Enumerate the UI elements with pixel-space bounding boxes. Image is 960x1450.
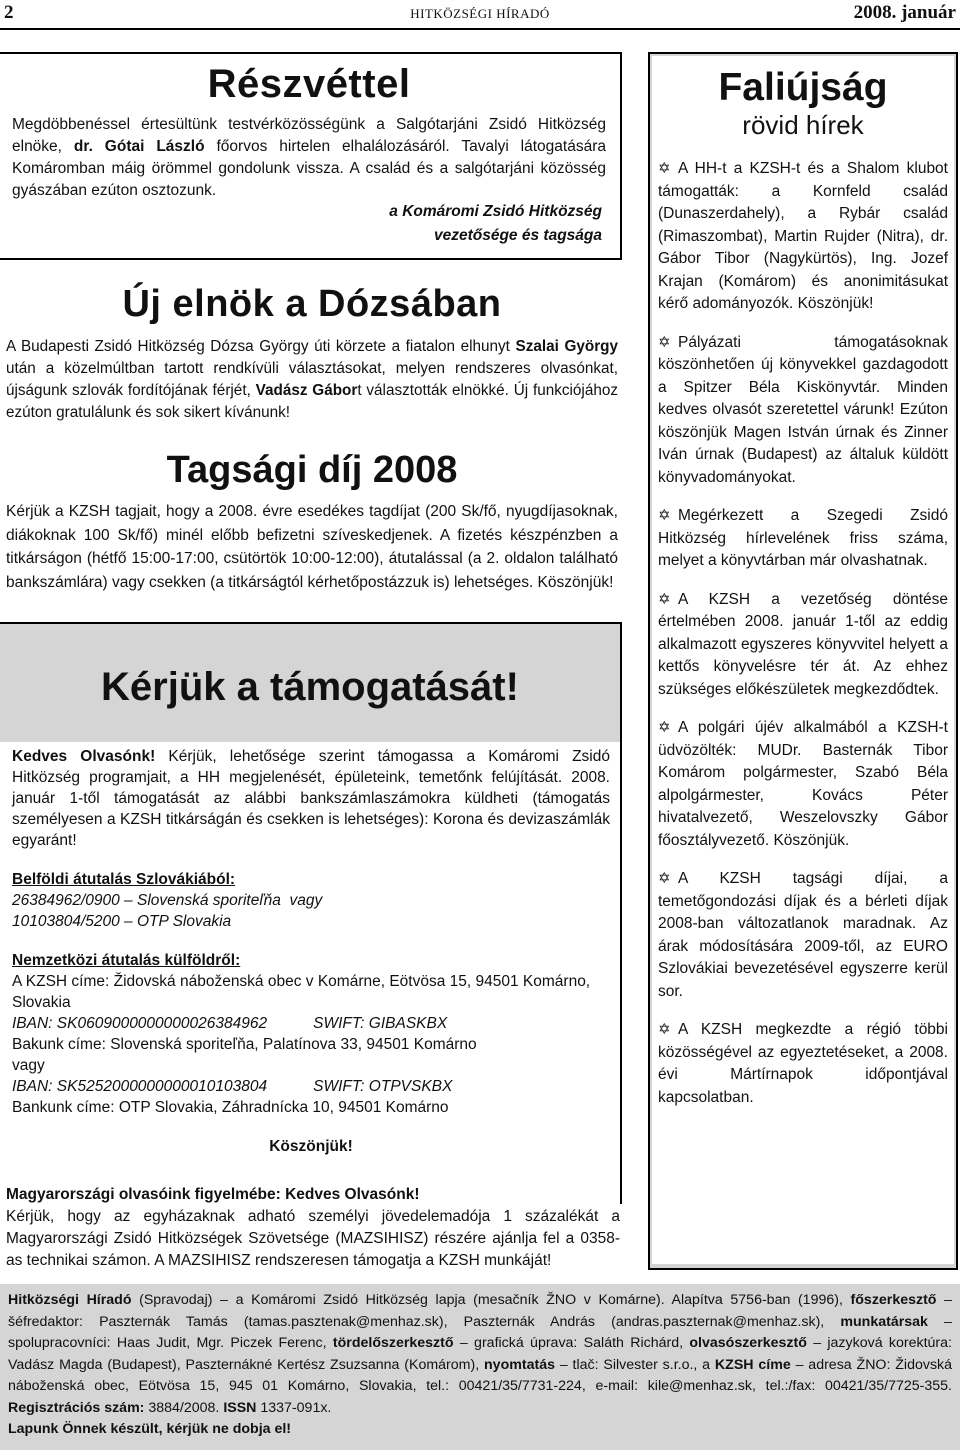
new-president-section	[6, 278, 618, 424]
news-item-text: A KZSH a vezetőség döntése értelmében 2008. január 1-től az eddig alkalmazott egyszeres könyvvitel helyett a kettős könyvelésre tér át. Az ehhez szükséges előkészületek megkezdődtek.	[658, 590, 948, 698]
condolence-name: dr. Gótai László	[73, 138, 205, 155]
intl-transfer-title: Nemzetközi átutalás külföldről:	[12, 952, 241, 969]
membership-fee-title: Tagsági díj 2008	[166, 449, 458, 491]
imprint-text-7: – adresa ŽNO: Židovská náboženská obec, Eötvösa 15, 945 01 Komárno, Slovakia, tel.: 00421/35/7731-224, e-mail: kile@menhaz.sk, tel.:/fax: 00421/35/7725-355.	[8, 1356, 953, 1394]
imprint-closing: Lapunk Önnek készült, kérjük ne dobja el!	[8, 1421, 292, 1437]
iban-2: IBAN: SK5252000000000010103804	[12, 1078, 268, 1095]
page-number: 2	[4, 2, 14, 23]
news-items	[658, 158, 948, 1109]
header-rule	[0, 28, 960, 30]
news-item	[658, 868, 948, 1003]
iban-line-1	[12, 1013, 610, 1034]
star-of-david-icon: ✡	[658, 1021, 671, 1038]
condolence-signature-2: vezetősége és tagsága	[433, 227, 602, 244]
new-president-text-2: után a közelmúltban tartott rendkívüli választásokat, melyen rendszeres olvasónkat, újságunk szlovák fordítójának férjét,	[6, 360, 618, 399]
imprint-text-1: (Spravodaj) – a Komáromi Zsidó Hitközség lapja (mesačník ŽNO v Komárne). Alapítva 5756-ban (1996),	[131, 1292, 851, 1308]
swift-2: SWIFT: OTPVSKBX	[313, 1078, 453, 1095]
support-thanks: Köszönjük!	[269, 1138, 353, 1155]
news-item-text: A HH-t a KZSH-t és a Shalom klubot támogatták: a Kornfeld család (Dunaszerdahely), a Rybár család (Rimaszombat), Martin Rujder (Nitra), dr. Gábor Tibor (Nagykürtös), Ing. Jozef Krajan (Komárom) és anonimitásukat kérő adományozók. Köszönjük!	[658, 160, 948, 312]
imprint-text-3: – spolupracovníci: Haas Judit, Mgr. Piczek Ferenc,	[8, 1313, 952, 1351]
news-item-text: Megérkezett a Szegedi Zsidó Hitközség hírlevelének friss száma, melyet a könyvtárban már olvashatnak.	[658, 507, 948, 569]
imprint-label-registration: Regisztrációs szám:	[8, 1399, 145, 1416]
condolence-title: Részvéttel	[207, 62, 411, 106]
new-president-text-3: t választották elnökké. Új funkciójához ezúton gratulálunk és sok sikert kívánunk!	[6, 382, 619, 421]
imprint-label-print: nyomtatás	[484, 1356, 555, 1373]
imprint-footer	[0, 1284, 960, 1450]
publication-title: HITKÖZSÉGI HÍRADÓ	[410, 6, 550, 21]
domestic-transfer-title: Belföldi átutalás Szlovákiából:	[12, 871, 236, 888]
condolence-text-1: Megdöbbenéssel értesültünk testvérközösségünk a Salgótarjáni Zsidó Hitközség elnöke,	[12, 116, 606, 155]
news-item-text: Pályázati támogatásoknak köszönhetően új könyvekkel gazdagodott a Spitzer Béla Kiskönyvtár. Minden kedves olvasót szeretettel várunk! Ezúton köszönjük Magen István úrnak és Zinner Iván úrnak (Budapest) az általuk küldött könyvadományokat.	[658, 333, 948, 486]
news-item	[658, 717, 948, 852]
new-president-text-1: A Budapesti Zsidó Hitközség Dózsa György úti körzete a fiatalon elhunyt	[6, 338, 516, 355]
issue-date: 2008. január	[853, 2, 956, 23]
domestic-account-2: 10103804/5200 – OTP Slovakia	[12, 913, 232, 930]
imprint-label-staff: munkatársak	[840, 1313, 928, 1330]
swift-1: SWIFT: GIBASKBX	[313, 1015, 448, 1032]
news-item	[658, 1019, 948, 1109]
imprint-text-2: – šéfredaktor: Paszternák Tamás (tamas.pasztenak@menhaz.sk), Paszternák András (andras.paszternak@menhaz.sk),	[8, 1292, 952, 1330]
news-item-text: A KZSH tagsági díjai, a temetőgondozási díjak és a bérleti díjak 2008-ban változatlanok maradnak. Az árak módosítására 2009-től, az EURO Szlovákiai bevezetésével egyszerre kerül sor.	[658, 870, 948, 1000]
support-intro-text: Kérjük, lehetősége szerint támogassa a Komáromi Zsidó Hitközség programjait, a HH megjelenését, épületeink, temetőnk felújítását. 2008. január 1-től támogatását az alábbi bankszámlaszámokra küldheti (támogatás személyesen a KZSH titkárságán és csekken is lehetséges): Korona és devizaszámlák egyaránt!	[12, 748, 610, 849]
iban-line-2	[12, 1076, 610, 1097]
membership-fee-text: Kérjük a KZSH tagjait, hogy a 2008. évre esedékes tagdíjat (200 Sk/fő, nyugdíjasoknak, diákoknak 100 Sk/fő) minél előbb befizetni szíveskedjenek. A fizetés készpénzben a titkárságon (hétfő 15:00-17:00, csütörtök 10:00-12:00), átutalással (a 2. oldalon található bankszámlára) vagy csekken (a titkárságtól kérhetőpostázzuk is) lehetséges. Köszönjük!	[6, 503, 618, 591]
news-item-text: A KZSH megkezdte a régió többi közösségével az egyeztetéseket, a 2008. évi Mártírnapok időpontjával kapcsolatban.	[658, 1021, 948, 1106]
deceased-name: Szalai György	[515, 338, 619, 355]
news-item	[658, 589, 948, 702]
new-president-title: Új elnök a Dózsában	[122, 283, 502, 325]
imprint-label-publication: Hitközségi Híradó	[8, 1292, 132, 1308]
support-intro	[12, 746, 610, 851]
imprint-text-5: – jazyková korektúra: Vadász Magda (Budapest), Paszternákné Kertész Zsuzsanna (Komárom),	[8, 1335, 952, 1373]
imprint-label-address: KZSH címe	[714, 1356, 791, 1373]
hungarian-readers-section	[6, 1184, 620, 1272]
condolence-text	[12, 114, 606, 202]
intl-address: A KZSH címe: Židovská náboženská obec v Komárne, Eötvösa 15, 94501 Komárno, Slovakia	[12, 973, 591, 1011]
hungarian-readers-title: Magyarországi olvasóink figyelmébe: Kedves Olvasónk!	[6, 1186, 420, 1203]
news-item	[658, 332, 948, 490]
condolence-box	[0, 52, 622, 260]
condolence-text-2: főorvos hirtelen elhalálozásáról. Tavalyi látogatására Komáromban máig örömmel gondolunk vissza. A család és a salgótarjáni közösség gyászában ezúton osztozunk.	[12, 138, 606, 199]
imprint-text-9: 1337-091x.	[256, 1399, 332, 1416]
imprint-label-editor: főszerkesztő	[850, 1292, 937, 1308]
news-board-title: Faliújság	[718, 66, 888, 109]
news-board-subtitle: rövid hírek	[742, 110, 864, 140]
news-item	[658, 158, 948, 316]
imprint-text-8: 3884/2008.	[144, 1399, 224, 1416]
iban-1: IBAN: SK0609000000000026384962	[12, 1015, 268, 1032]
star-of-david-icon: ✡	[658, 590, 671, 608]
star-of-david-icon: ✡	[658, 333, 671, 351]
star-of-david-icon: ✡	[658, 160, 671, 177]
bank-address-1: Bakunk címe: Slovenská sporiteľňa, Palatínova 33, 94501 Komárno	[12, 1036, 477, 1053]
new-president-text	[6, 336, 618, 424]
bank-address-2: Bankunk címe: OTP Slovakia, Záhradnícka 10, 94501 Komárno	[12, 1099, 449, 1116]
news-board-box	[648, 52, 958, 1270]
support-title: Kérjük a támogatását!	[101, 665, 519, 709]
news-item	[658, 505, 948, 573]
star-of-david-icon: ✡	[658, 507, 671, 524]
domestic-account-1: 26384962/0900 – Slovenská sporiteľňa vagy	[12, 892, 323, 909]
star-of-david-icon: ✡	[658, 870, 671, 887]
news-item-text: A polgári újév alkalmából a KZSH-t üdvözölték: MUDr. Basternák Tibor Komárom polgármester, Szabó Béla alpolgármester, Kovács Péter hivatalvezető, Weszelovszky Gábor főosztályvezető. Köszönjük.	[658, 719, 948, 849]
support-box	[0, 622, 622, 1204]
condolence-signature-1: a Komáromi Zsidó Hitközség	[389, 203, 602, 220]
imprint-label-proofreader: olvasószerkesztő	[689, 1335, 807, 1351]
or-text: vagy	[12, 1057, 45, 1074]
president-name: Vadász Gábor	[255, 382, 358, 399]
news-board-content	[652, 56, 954, 1264]
page-header	[0, 0, 960, 28]
imprint-text-4: – grafická úprava: Saláth Richárd,	[453, 1335, 690, 1351]
imprint-label-issn: ISSN	[223, 1399, 257, 1416]
imprint-text-6: – tlač: Silvester s.r.o., a	[554, 1356, 715, 1373]
imprint-text	[8, 1290, 952, 1419]
membership-fee-section	[6, 446, 618, 594]
support-content	[0, 742, 620, 1204]
support-greeting: Kedves Olvasónk!	[12, 748, 156, 765]
hungarian-readers-text: Kérjük, hogy az egyházaknak adható személyi jövedelemadója 1 százalékát a Magyarországi Zsidó Hitközségek Szövetsége (MAZSIHISZ) részére ajánlja fel a 0358-as technikai számon. A MAZSIHISZ rendszeresen támogatja a KZSH munkáját!	[6, 1208, 620, 1269]
imprint-label-layout: tördelőszerkesztő	[332, 1335, 454, 1351]
star-of-david-icon: ✡	[658, 719, 671, 736]
